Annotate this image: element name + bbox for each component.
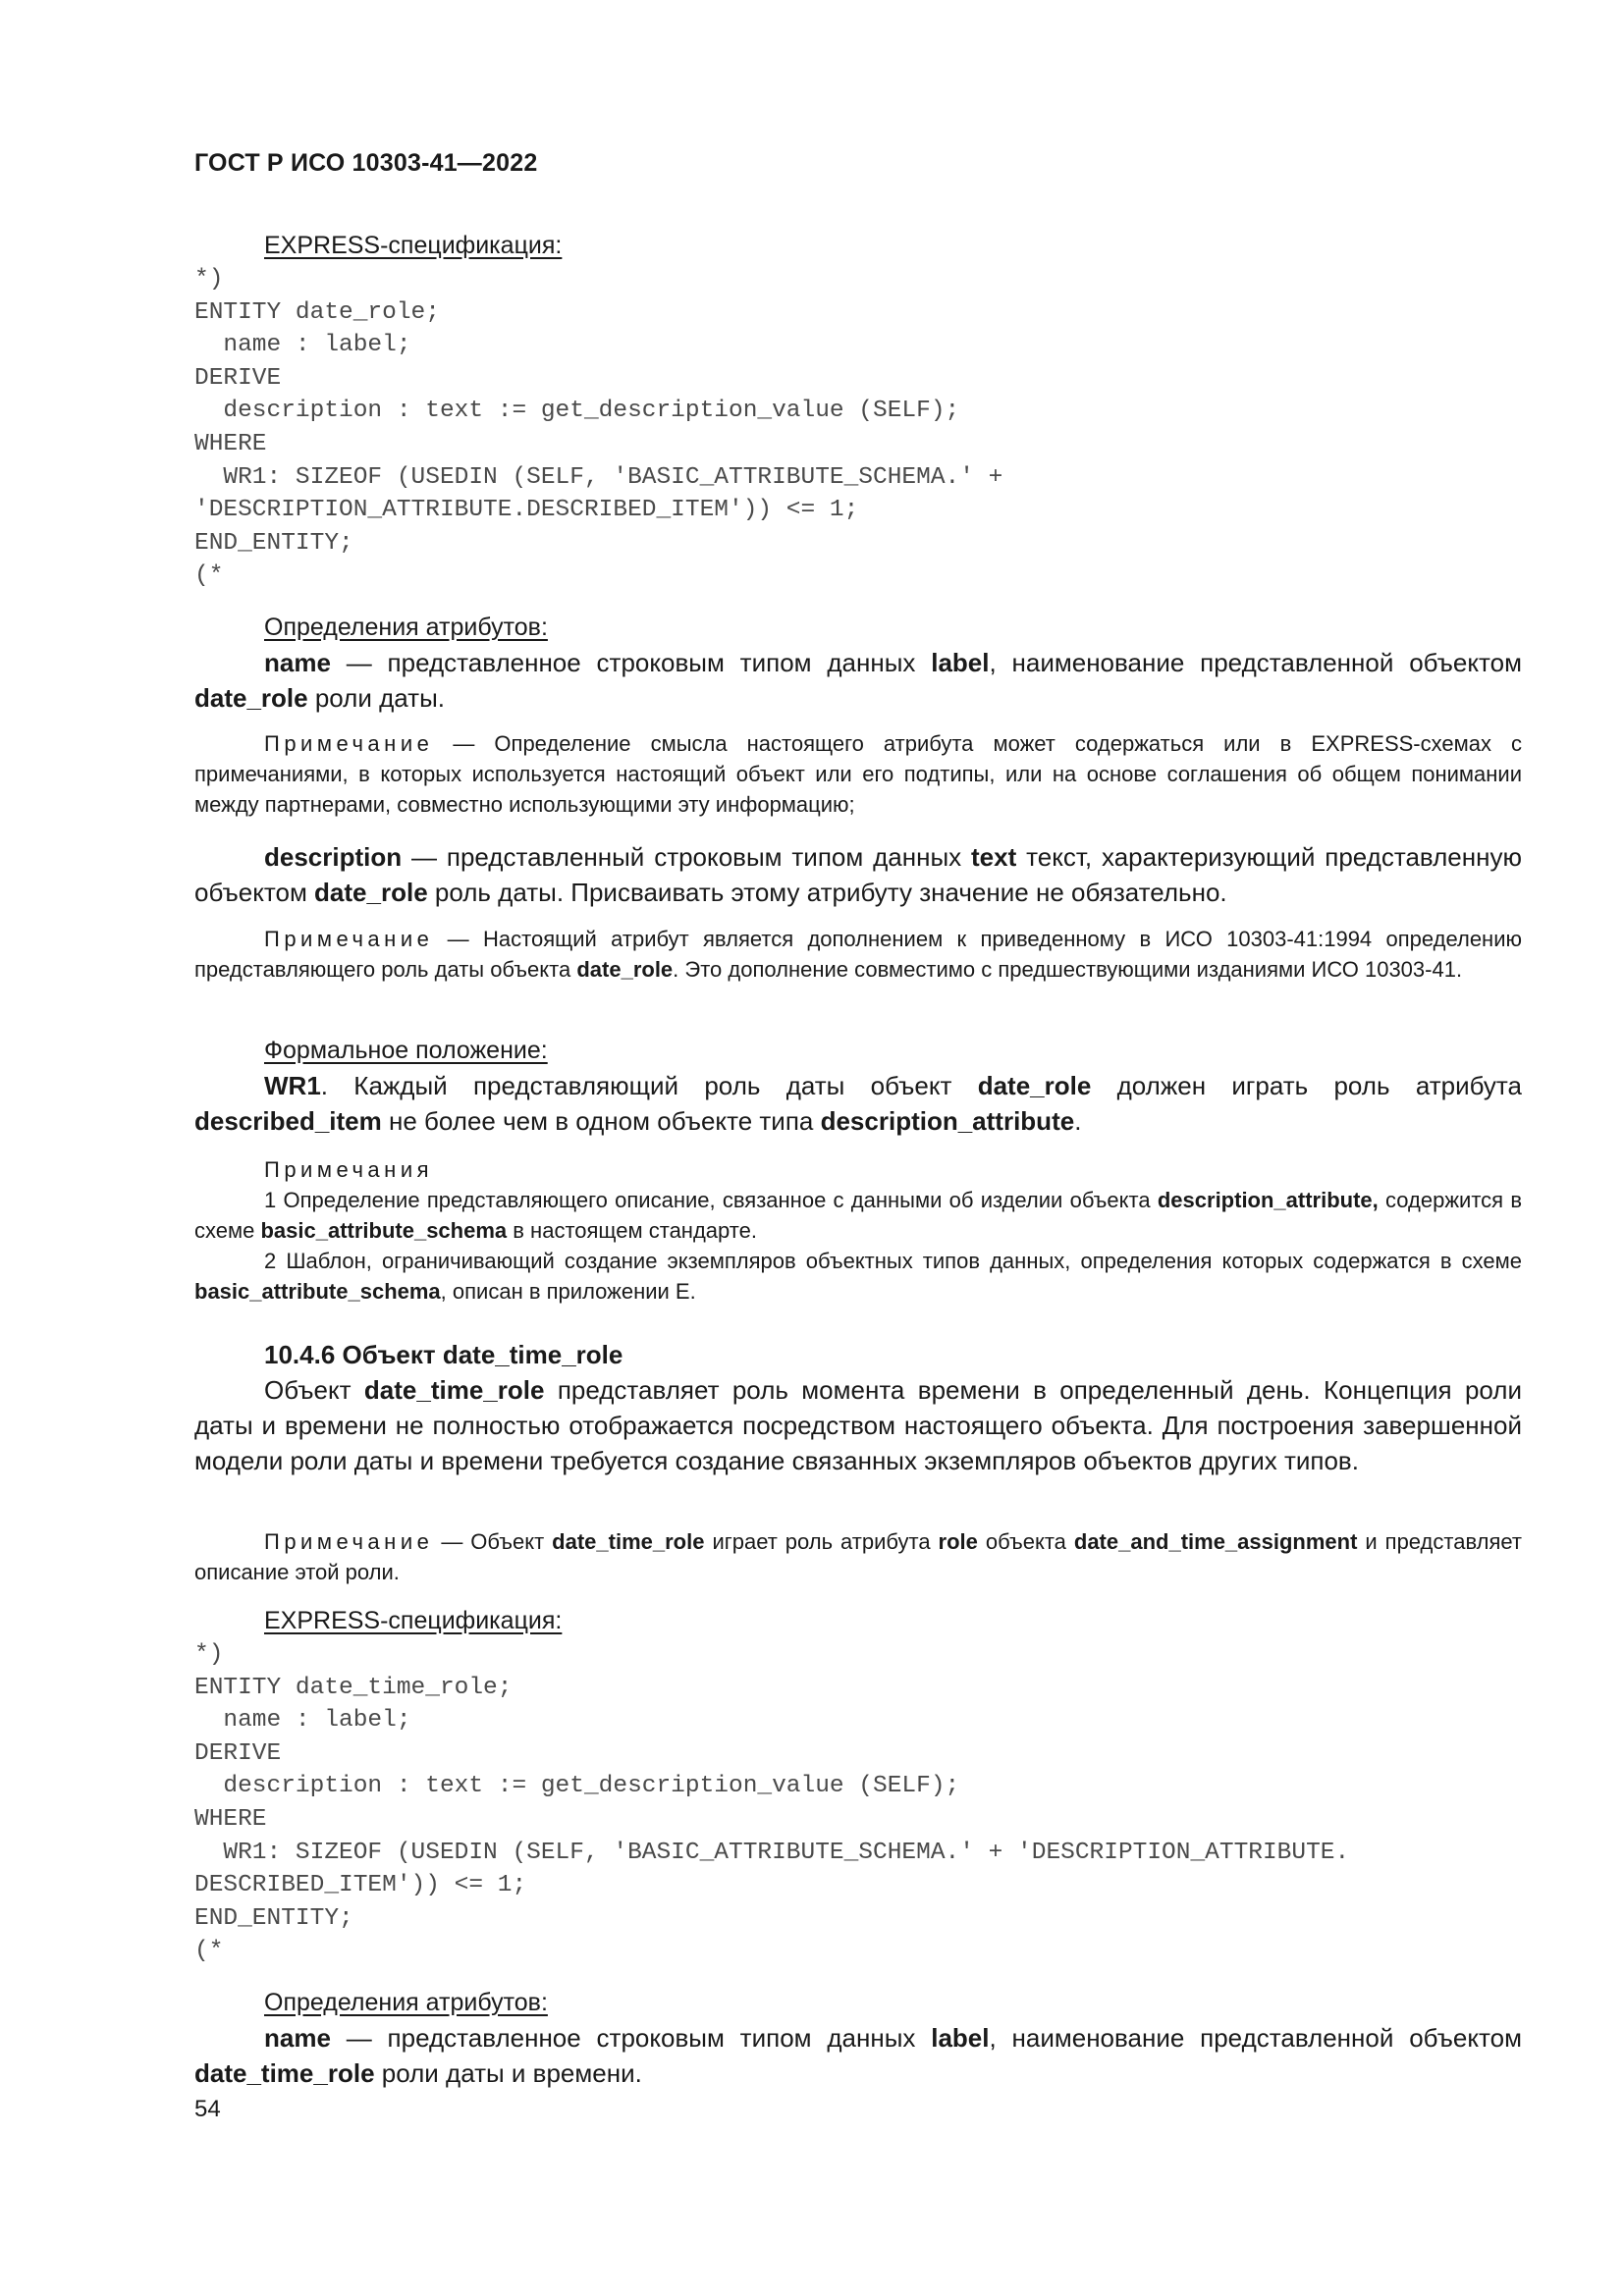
attribute-definitions-label: Определения атрибутов:: [264, 1989, 548, 2016]
note-paragraph: Примечание — Определение смысла настоящего атрибута может содержаться или в EXPRESS-схемах с примечаниями, в которых используется настоящий объект или его подтипы, или на основе соглашения об общем понимании между партнерами, совместно использующими эту информацию;: [194, 731, 1522, 817]
attribute-definitions-label: Определения атрибутов:: [264, 614, 548, 641]
express-spec-label: EXPRESS-спецификация:: [264, 232, 563, 259]
note-paragraph: Примечание — Объект date_time_role играет роль атрибута role объекта date_and_time_assignment и представляет описание этой роли.: [194, 1529, 1522, 1584]
note-label: Примечание: [264, 1529, 434, 1554]
page-number: 54: [194, 2096, 221, 2122]
formal-propositions: [194, 1033, 1522, 1139]
attribute-description-paragraph: description — представленный строковым типом данных text текст, характеризующий представленную объектом date_role роль даты. Присваивать этому атрибуту значение не обязательно.: [194, 842, 1522, 907]
express-code-block: *) ENTITY date_time_role; name : label; DERIVE description : text := get_description_value (SELF); WHERE WR1: SIZEOF (USEDIN (SELF, 'BASIC_ATTRIBUTE_SCHEMA.' + 'DESCRIPTION_ATTRIBUTE. DESCRIBED_ITEM')) <= 1; END_ENTITY; (*: [194, 1641, 1350, 1965]
attribute-definitions-date-time-role: [194, 1985, 1522, 2091]
wr1-paragraph: WR1. Каждый представляющий роль даты объект date_role должен играть роль атрибута described_item не более чем в одном объекте типа description_attribute.: [194, 1071, 1522, 1136]
note-supplement: [194, 924, 1522, 985]
note-label: Примечание: [264, 927, 434, 951]
section-heading: 10.4.6 Объект date_time_role: [264, 1340, 623, 1369]
document-header: ГОСТ Р ИСО 10303-41—2022: [194, 149, 538, 177]
express-code-block: *) ENTITY date_role; name : label; DERIVE description : text := get_description_value (SELF); WHERE WR1: SIZEOF (USEDIN (SELF, 'BASIC_ATTRIBUTE_SCHEMA.' + 'DESCRIPTION_ATTRIBUTE.DESCRIBED_ITEM')) <= 1; END_ENTITY; (*: [194, 266, 1003, 590]
note-paragraph: Примечание — Настоящий атрибут является дополнением к приведенному в ИСО 10303-41:1994 определению представляющего роль даты объекта date_role. Это дополнение совместимо с предшествующими изданиями ИСО 10303-41.: [194, 927, 1522, 982]
notes-label: Примечания: [264, 1157, 434, 1182]
attribute-name-paragraph: name — представленное строковым типом данных label, наименование представленной объектом date_role роли даты.: [194, 648, 1523, 713]
attribute-name-paragraph: name — представленное строковым типом данных label, наименование представленной объектом date_time_role роли даты и времени.: [194, 2023, 1523, 2088]
attribute-term: description: [264, 842, 403, 872]
attribute-definitions-date-role: [194, 610, 1522, 716]
note-label: Примечание: [264, 731, 434, 756]
note-date-time-role: [194, 1526, 1522, 1587]
notes-block: [194, 1154, 1522, 1307]
express-spec-label: EXPRESS-спецификация:: [264, 1607, 563, 1634]
note-item: 2 Шаблон, ограничивающий создание экземпляров объектных типов данных, определения которых содержатся в схеме basic_attribute_schema, описан в приложении E.: [194, 1249, 1522, 1304]
note-meaning: [194, 728, 1522, 820]
attribute-term: name: [264, 648, 331, 677]
express-spec-date-role: [194, 228, 1522, 593]
section-intro-paragraph: Объект date_time_role представляет роль момента времени в определенный день. Концепция роли даты и времени не полностью отображается посредством настоящего объекта. Для построения завершенной модели роли даты и времени требуется создание связанных экземпляров объектов других типов.: [194, 1375, 1523, 1475]
express-spec-date-time-role: [194, 1603, 1522, 1968]
attribute-term: name: [264, 2023, 331, 2053]
note-item: 1 Определение представляющего описание, связанное с данными об изделии объекта description_attribute, содержится в схеме basic_attribute_schema в настоящем стандарте.: [194, 1188, 1523, 1243]
attribute-description: [194, 839, 1522, 910]
section-date-time-role: [194, 1337, 1522, 1478]
rule-term: WR1: [264, 1071, 321, 1100]
formal-propositions-label: Формальное положение:: [264, 1037, 548, 1064]
